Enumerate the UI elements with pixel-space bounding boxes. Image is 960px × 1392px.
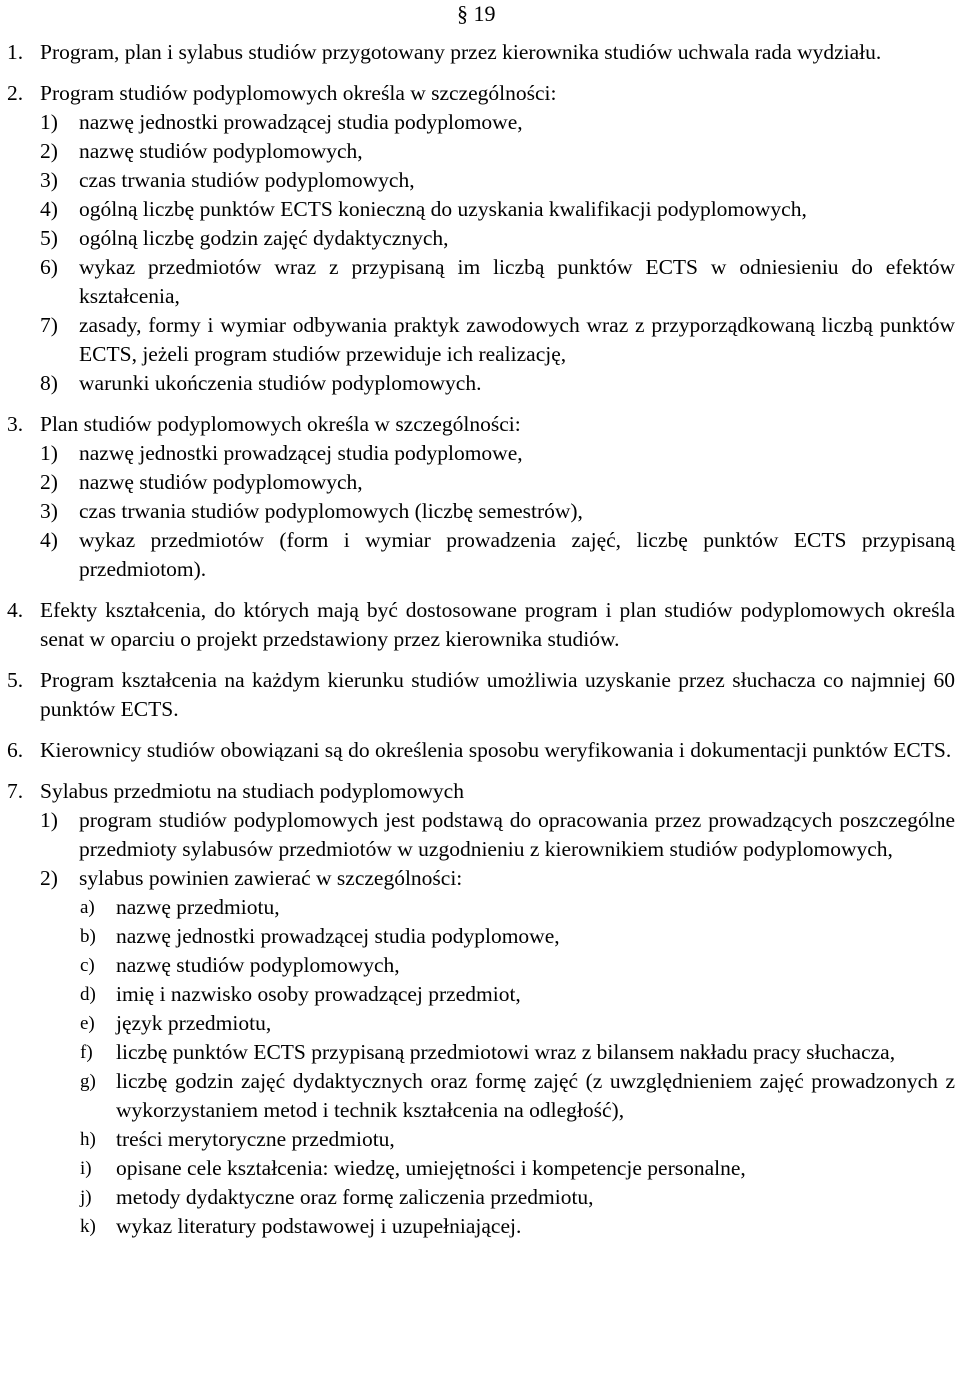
letter-item-text: wykaz literatury podstawowej i uzupełniającej. (116, 1214, 522, 1238)
letter-item-label: b) (80, 926, 96, 947)
list-item-text: program studiów podyplomowych jest podstawą do opracowania przez prowadzących poszczególne przedmioty sylabusów przedmiotów w uzgodnieniu z kierownikiem studiów podyplomowych, (79, 808, 955, 861)
document-body (7, 38, 955, 1241)
letter-item-label: a) (80, 897, 95, 918)
letter-item (40, 922, 955, 951)
paragraph-number: 6. (7, 738, 24, 762)
list-item-text: nazwę jednostki prowadzącej studia podyplomowe, (79, 110, 523, 134)
list-item-number: 1) (40, 441, 58, 465)
letter-item-label: f) (80, 1042, 93, 1063)
list-item-text: wykaz przedmiotów (form i wymiar prowadzenia zajęć, liczbę punktów ECTS przypisaną przedmiotom). (79, 528, 955, 581)
list-item-number: 2) (40, 139, 58, 163)
letter-item-text: imię i nazwisko osoby prowadzącej przedmiot, (116, 982, 521, 1006)
letter-item (40, 893, 955, 922)
list-item-number: 5) (40, 226, 58, 250)
list-item-number: 3) (40, 168, 58, 192)
paragraph-5 (7, 666, 955, 724)
letter-item (40, 1125, 955, 1154)
list-item-number: 3) (40, 499, 58, 523)
list-item (40, 439, 955, 468)
list-item-number: 8) (40, 371, 58, 395)
letter-item (40, 1009, 955, 1038)
list-item (40, 108, 955, 137)
list-item-text: nazwę studiów podyplomowych, (79, 139, 363, 163)
letter-item-label: e) (80, 1013, 95, 1034)
paragraph-4 (7, 596, 955, 654)
letter-item-label: g) (80, 1071, 96, 1092)
paragraph-3 (7, 410, 955, 584)
list-item-text: wykaz przedmiotów wraz z przypisaną im liczbą punktów ECTS w odniesieniu do efektów kształcenia, (79, 255, 955, 308)
list-item-text: warunki ukończenia studiów podyplomowych. (79, 371, 482, 395)
paragraph-7 (7, 777, 955, 1241)
list-item (40, 497, 955, 526)
paragraph-text: Sylabus przedmiotu na studiach podyplomowych (40, 779, 464, 803)
paragraph-number: 2. (7, 81, 24, 105)
letter-item-text: treści merytoryczne przedmiotu, (116, 1127, 395, 1151)
paragraph-number: 3. (7, 412, 24, 436)
letter-item-label: j) (80, 1187, 92, 1208)
paragraph-text: Program studiów podyplomowych określa w szczególności: (40, 81, 557, 105)
letter-item-text: opisane cele kształcenia: wiedzę, umiejętności i kompetencje personalne, (116, 1156, 746, 1180)
list-item (40, 864, 955, 893)
list-item-number: 7) (40, 313, 58, 337)
paragraph-6 (7, 736, 955, 765)
letter-item-text: liczbę godzin zajęć dydaktycznych oraz formę zajęć (z uwzględnieniem zajęć prowadzonych z wykorzystaniem metod i technik kształcenia na odległość), (116, 1069, 955, 1122)
list-item-text: nazwę jednostki prowadzącej studia podyplomowe, (79, 441, 523, 465)
letter-item (40, 980, 955, 1009)
list-item (40, 166, 955, 195)
list-item-text: ogólną liczbę godzin zajęć dydaktycznych, (79, 226, 449, 250)
letter-item-text: nazwę studiów podyplomowych, (116, 953, 400, 977)
letter-item-label: k) (80, 1216, 96, 1237)
letter-item-label: c) (80, 955, 95, 976)
paragraph-number: 4. (7, 598, 24, 622)
letter-item (40, 1067, 955, 1125)
list-item-number: 4) (40, 528, 58, 552)
list-item-number: 2) (40, 470, 58, 494)
paragraph-text: Efekty kształcenia, do których mają być dostosowane program i plan studiów podyplomowych określa senat w oparciu o projekt przedstawiony przez kierownika studiów. (40, 598, 955, 651)
list-item (40, 526, 955, 584)
list-item-text: czas trwania studiów podyplomowych (liczbę semestrów), (79, 499, 583, 523)
list-item-text: sylabus powinien zawierać w szczególności: (79, 866, 463, 890)
paragraph-text: Kierownicy studiów obowiązani są do określenia sposobu weryfikowania i dokumentacji punktów ECTS. (40, 738, 952, 762)
paragraph-text: Program, plan i sylabus studiów przygotowany przez kierownika studiów uchwala rada wydziału. (40, 40, 882, 64)
paragraph-text: Plan studiów podyplomowych określa w szczególności: (40, 412, 521, 436)
paragraph-1 (7, 38, 955, 67)
letter-item-label: h) (80, 1129, 96, 1150)
paragraph-number: 1. (7, 40, 24, 64)
list-item-number: 6) (40, 255, 58, 279)
list-item-number: 4) (40, 197, 58, 221)
letter-item-text: język przedmiotu, (116, 1011, 272, 1035)
letter-item (40, 1038, 955, 1067)
paragraph-2 (7, 79, 955, 398)
list-item (40, 369, 955, 398)
list-item (40, 311, 955, 369)
letter-item-text: metody dydaktyczne oraz formę zaliczenia przedmiotu, (116, 1185, 594, 1209)
letter-item-text: liczbę punktów ECTS przypisaną przedmiotowi wraz z bilansem nakładu pracy słuchacza, (116, 1040, 896, 1064)
paragraph-number: 7. (7, 779, 24, 803)
list-item-text: czas trwania studiów podyplomowych, (79, 168, 415, 192)
list-item-number: 1) (40, 808, 58, 832)
list-item-text: nazwę studiów podyplomowych, (79, 470, 363, 494)
list-item (40, 224, 955, 253)
letter-item-label: d) (80, 984, 96, 1005)
letter-item-label: i) (80, 1158, 92, 1179)
list-item-number: 2) (40, 866, 58, 890)
letter-item (40, 951, 955, 980)
list-item (40, 468, 955, 497)
list-item-number: 1) (40, 110, 58, 134)
letter-item (40, 1183, 955, 1212)
list-item-text: zasady, formy i wymiar odbywania praktyk zawodowych wraz z przyporządkowaną liczbą punktów ECTS, jeżeli program studiów przewiduje ich realizację, (79, 313, 955, 366)
letter-item (40, 1154, 955, 1183)
list-item (40, 195, 955, 224)
letter-item-text: nazwę jednostki prowadzącej studia podyplomowe, (116, 924, 560, 948)
list-item (40, 806, 955, 864)
letter-item-text: nazwę przedmiotu, (116, 895, 280, 919)
paragraph-number: 5. (7, 668, 24, 692)
section-heading: § 19 (457, 1, 496, 26)
list-item (40, 137, 955, 166)
paragraph-text: Program kształcenia na każdym kierunku studiów umożliwia uzyskanie przez słuchacza co najmniej 60 punktów ECTS. (40, 668, 955, 721)
letter-item (40, 1212, 955, 1241)
list-item (40, 253, 955, 311)
list-item-text: ogólną liczbę punktów ECTS konieczną do uzyskania kwalifikacji podyplomowych, (79, 197, 807, 221)
